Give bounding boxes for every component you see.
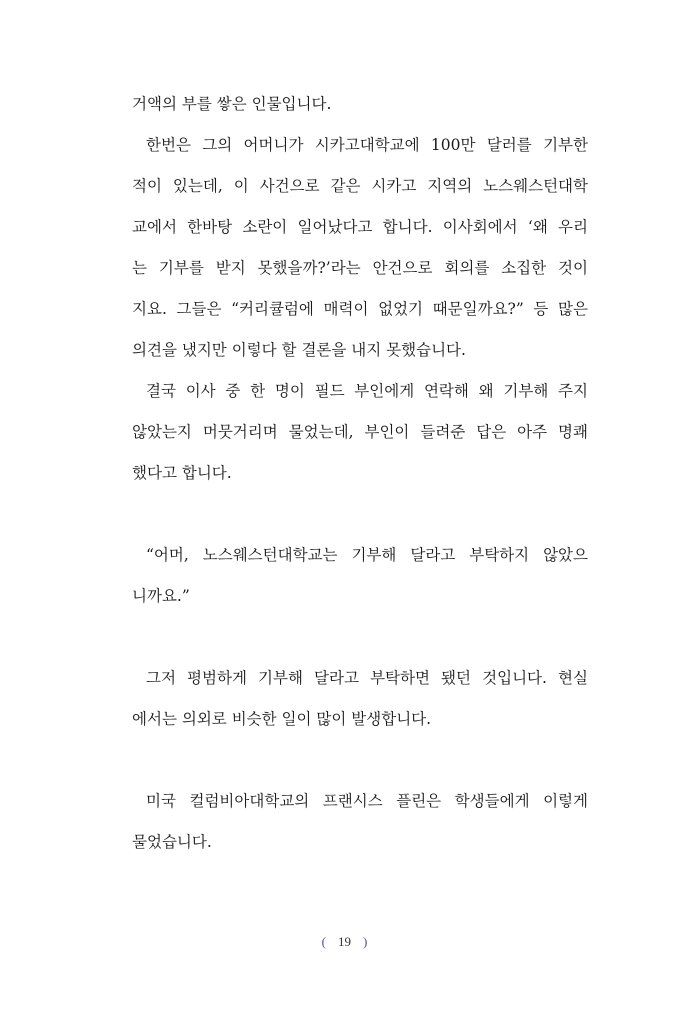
page-number-close: ): [363, 934, 368, 949]
text-line: 물었습니다.: [132, 833, 212, 851]
quote-line: “어머, 노스웨스턴대학교는 기부해 달라고 부탁하지 않았으: [146, 546, 588, 564]
text-line: 는 기부를 받지 못했을까?’라는 안건으로 회의를 소집한 것이: [132, 259, 588, 277]
text-line: 적이 있는데, 이 사건으로 같은 시카고 지역의 노스웨스턴대학: [132, 177, 588, 195]
text-line: 미국 컬럼비아대학교의 프랜시스 플린은 학생들에게 이렇게: [146, 792, 588, 810]
text-line: 지요. 그들은 “커리큘럼에 매력이 없었기 때문일까요?” 등 많은: [132, 300, 588, 318]
text-line: 했다고 합니다.: [132, 464, 232, 482]
text-line: 한번은 그의 어머니가 시카고대학교에 100만 달러를 기부한: [146, 136, 588, 154]
text-line: 교에서 한바탕 소란이 일어났다고 합니다. 이사회에서 ‘왜 우리: [132, 218, 588, 236]
body-text: [132, 84, 588, 863]
text-line: 거액의 부를 쌓은 인물입니다.: [132, 95, 332, 113]
text-line: 의견을 냈지만 이렇다 할 결론을 내지 못했습니다.: [132, 341, 466, 359]
page-number-value: 19: [338, 934, 351, 949]
quote-line: 니까요.”: [132, 587, 190, 605]
page-number-open: (: [321, 934, 326, 949]
text-line: 않았는지 머뭇거리며 물었는데, 부인이 들려준 답은 아주 명쾌: [132, 423, 588, 441]
text-line: 그저 평범하게 기부해 달라고 부탁하면 됐던 것입니다. 현실: [146, 669, 588, 687]
text-line: 결국 이사 중 한 명이 필드 부인에게 연락해 왜 기부해 주지: [146, 382, 588, 400]
text-line: 에서는 의외로 비슷한 일이 많이 발생합니다.: [132, 710, 432, 728]
page-number: [0, 934, 689, 950]
